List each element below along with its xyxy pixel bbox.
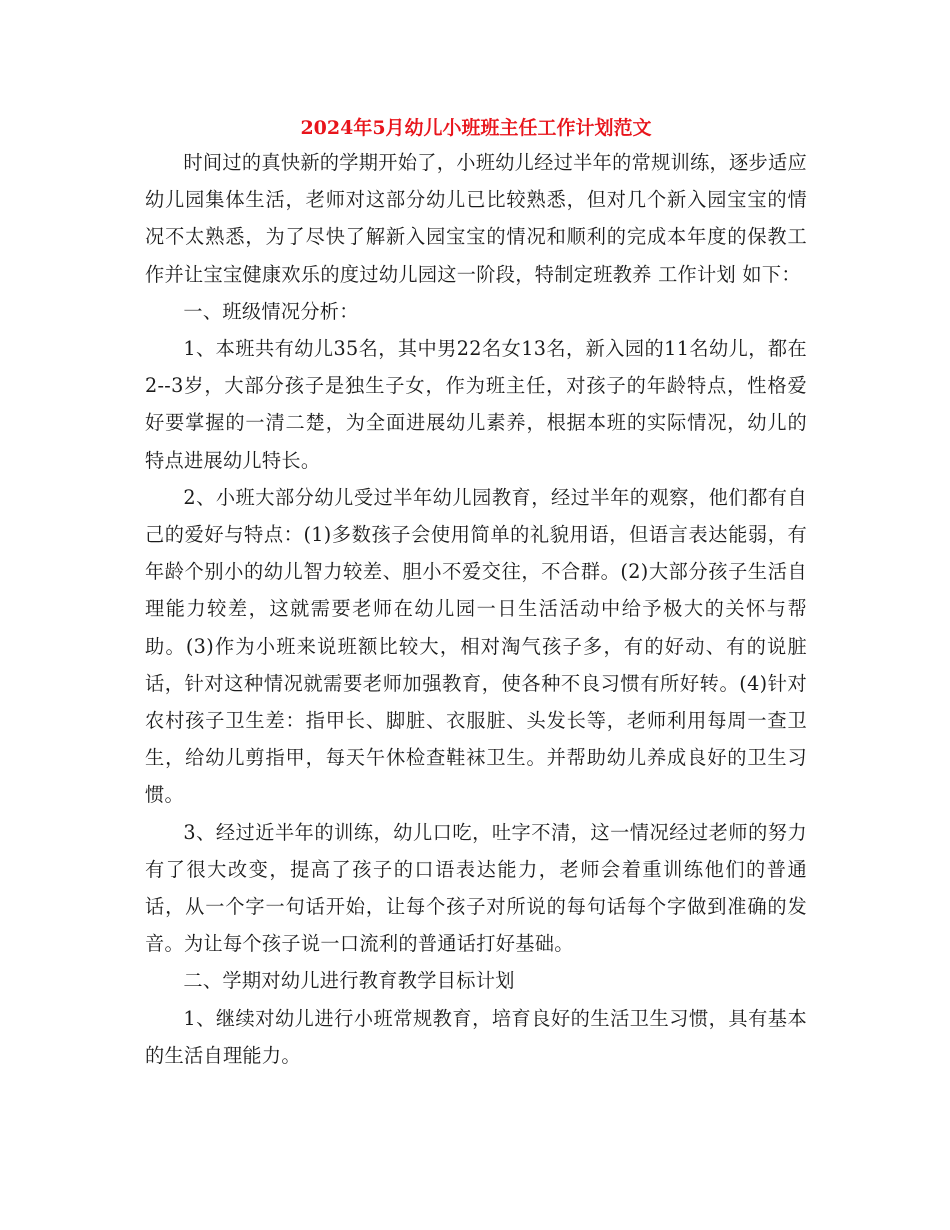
section-heading-class-analysis: 一、班级情况分析： [183, 299, 359, 323]
class-composition-paragraph: 1、本班共有幼儿35名，其中男22名女13名，新入园的11名幼儿，都在2--3岁，大部分孩子是独生子女，作为班主任，对孩子的年龄特点，性格爱好要掌握的一清二楚，为全面进展幼儿素养，根据本班的实际情况，幼儿的特点进展幼儿特长。 [145, 337, 807, 472]
language-training-paragraph: 3、经过近半年的训练，幼儿口吃，吐字不清，这一情况经过老师的努力有了很大改变，提高了孩子的口语表达能力，老师会着重训练他们的普通话，从一个字一句话开始，让每个孩子对所说的每句话每个字做到准确的发音。为让每个孩子说一口流利的普通话打好基础。 [145, 820, 807, 956]
intro-paragraph: 时间过的真快新的学期开始了，小班幼儿经过半年的常规训练，逐步适应幼儿园集体生活，老师对这部分幼儿已比较熟悉，但对几个新入园宝宝的情况不太熟悉，为了尽快了解新入园宝宝的情况和顺利的完成本年度的保教工作并让宝宝健康欢乐的度过幼儿园这一阶段，特制定班教养 工作计划 如下： [145, 151, 807, 286]
document-page [145, 112, 807, 1074]
children-characteristics-paragraph: 2、小班大部分幼儿受过半年幼儿园教育，经过半年的观察，他们都有自己的爱好与特点：(1)多数孩子会使用简单的礼貌用语，但语言表达能弱，有年龄个别小的幼儿智力较差、胆小不爱交往，不合群。(2)大部分孩子生活自理能力较差，这就需要老师在幼儿园一日生活活动中给予极大的关怀与帮助。(3)作为小班来说班额比较大，相对淘气孩子多，有的好动、有的说脏话，针对这种情况就需要老师加强教育，使各种不良习惯有所好转。(4)针对农村孩子卫生差：指甲长、脚脏、衣服脏、头发长等，老师利用每周一查卫生，给幼儿剪指甲，每天午休检查鞋袜卫生。并帮助幼儿养成良好的卫生习惯。 [145, 485, 807, 807]
section-heading-teaching-goals: 二、学期对幼儿进行教育教学目标计划 [183, 969, 515, 993]
routine-education-paragraph: 1、继续对幼儿进行小班常规教育，培育良好的生活卫生习惯，具有基本的生活自理能力。 [145, 1006, 807, 1067]
document-title: 2024年5月幼儿小班班主任工作计划范文 [300, 117, 652, 139]
